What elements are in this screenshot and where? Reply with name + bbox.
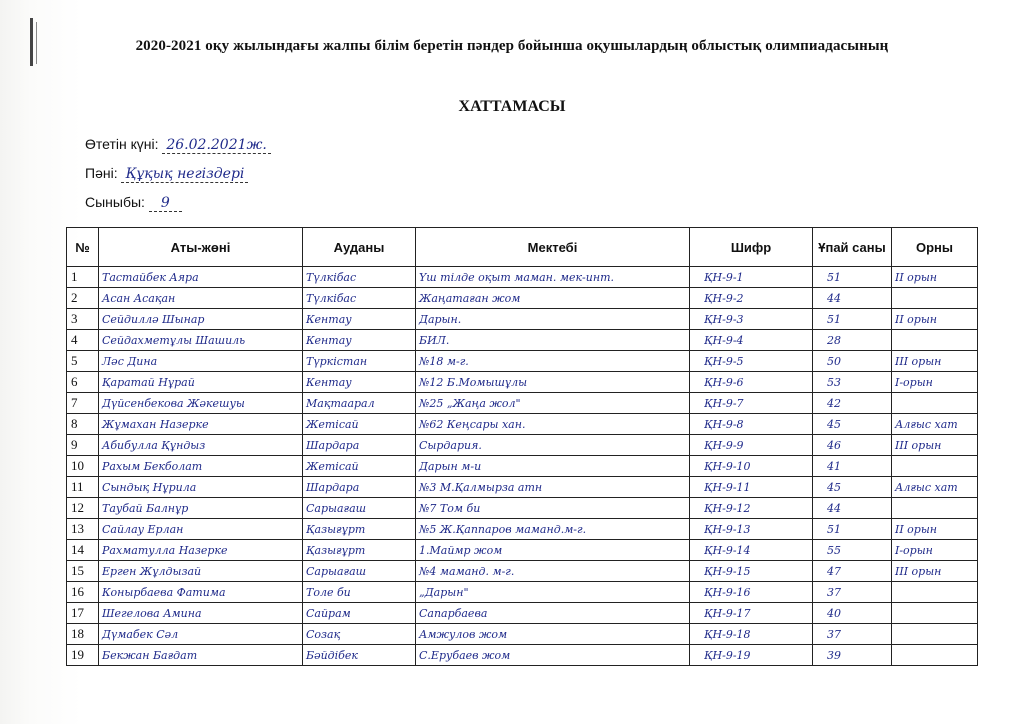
place-cell: [892, 603, 978, 624]
table-row: [67, 267, 978, 288]
subject-line: [85, 165, 248, 182]
district-cell: Қазығұрт: [303, 519, 416, 540]
grade-line: [85, 194, 182, 211]
header-name: Аты-жөні: [99, 228, 303, 267]
code-cell: ҚН-9-4: [690, 330, 813, 351]
district-cell: Түркістан: [303, 351, 416, 372]
school-cell: №7 Том би: [416, 498, 690, 519]
code-cell: ҚН-9-6: [690, 372, 813, 393]
date-line: [85, 136, 271, 153]
code-cell: ҚН-9-13: [690, 519, 813, 540]
table-row: [67, 561, 978, 582]
grade-value: 9: [149, 195, 182, 212]
score-cell: 28: [813, 330, 892, 351]
score-cell: 44: [813, 288, 892, 309]
student-name-cell: Дүйсенбекова Жәкешуы: [99, 393, 303, 414]
row-number-cell: 4: [67, 330, 99, 351]
code-cell: ҚН-9-2: [690, 288, 813, 309]
school-cell: 1.Маймр жом: [416, 540, 690, 561]
code-cell: ҚН-9-15: [690, 561, 813, 582]
row-number-cell: 5: [67, 351, 99, 372]
district-cell: Шардара: [303, 477, 416, 498]
table-row: [67, 498, 978, 519]
code-cell: ҚН-9-19: [690, 645, 813, 666]
date-label: Өтетін күні:: [85, 136, 159, 152]
row-number-cell: 19: [67, 645, 99, 666]
district-cell: Созақ: [303, 624, 416, 645]
place-cell: [892, 456, 978, 477]
district-cell: Кентау: [303, 330, 416, 351]
student-name-cell: Рахматулла Назерке: [99, 540, 303, 561]
place-cell: [892, 582, 978, 603]
district-cell: Сарыағаш: [303, 561, 416, 582]
school-cell: С.Ерубаев жом: [416, 645, 690, 666]
place-cell: [892, 288, 978, 309]
code-cell: ҚН-9-7: [690, 393, 813, 414]
table-row: [67, 288, 978, 309]
student-name-cell: Ләс Дина: [99, 351, 303, 372]
place-cell: II орын: [892, 267, 978, 288]
code-cell: ҚН-9-5: [690, 351, 813, 372]
table-row: [67, 330, 978, 351]
row-number-cell: 1: [67, 267, 99, 288]
header-number: №: [67, 228, 99, 267]
table-row: [67, 309, 978, 330]
row-number-cell: 17: [67, 603, 99, 624]
table-row: [67, 540, 978, 561]
row-number-cell: 18: [67, 624, 99, 645]
school-cell: Жаңатаған жом: [416, 288, 690, 309]
district-cell: Толе би: [303, 582, 416, 603]
row-number-cell: 13: [67, 519, 99, 540]
document-title: 2020-2021 оқу жылындағы жалпы білім беретін пәндер бойынша оқушылардың облыстық олимпиадасының: [135, 38, 889, 54]
row-number-cell: 11: [67, 477, 99, 498]
student-name-cell: Сейдиллә Шынар: [99, 309, 303, 330]
student-name-cell: Рахым Бекболат: [99, 456, 303, 477]
student-name-cell: Ерген Жұлдызай: [99, 561, 303, 582]
score-cell: 51: [813, 267, 892, 288]
school-cell: Үш тілде оқыт маман. мек-инт.: [416, 267, 690, 288]
score-cell: 41: [813, 456, 892, 477]
document-subtitle: ХАТТАМАСЫ: [458, 98, 566, 115]
table-row: [67, 477, 978, 498]
school-cell: №62 Кеңсары хан.: [416, 414, 690, 435]
header-place: Орны: [892, 228, 978, 267]
date-value: 26.02.2021ж.: [162, 137, 271, 154]
district-cell: Шардара: [303, 435, 416, 456]
student-name-cell: Сейдахметұлы Шашиль: [99, 330, 303, 351]
student-name-cell: Таубай Балнұр: [99, 498, 303, 519]
place-cell: Алғыс хат: [892, 414, 978, 435]
score-cell: 53: [813, 372, 892, 393]
place-cell: [892, 393, 978, 414]
code-cell: ҚН-9-8: [690, 414, 813, 435]
code-cell: ҚН-9-18: [690, 624, 813, 645]
header-code: Шифр: [690, 228, 813, 267]
row-number-cell: 8: [67, 414, 99, 435]
district-cell: Сарыағаш: [303, 498, 416, 519]
place-cell: [892, 498, 978, 519]
place-cell: I-орын: [892, 372, 978, 393]
row-number-cell: 6: [67, 372, 99, 393]
school-cell: №12 Б.Момышұлы: [416, 372, 690, 393]
district-cell: Бәйдібек: [303, 645, 416, 666]
table-row: [67, 414, 978, 435]
student-name-cell: Асан Асақан: [99, 288, 303, 309]
district-cell: Кентау: [303, 372, 416, 393]
student-name-cell: Тастайбек Аяра: [99, 267, 303, 288]
school-cell: №25 „Жаңа жол": [416, 393, 690, 414]
score-cell: 51: [813, 519, 892, 540]
school-cell: БИЛ.: [416, 330, 690, 351]
place-cell: II орын: [892, 519, 978, 540]
results-table: [66, 227, 978, 666]
score-cell: 44: [813, 498, 892, 519]
school-cell: №5 Ж.Қаппаров маманд.м-г.: [416, 519, 690, 540]
header-school: Мектебі: [416, 228, 690, 267]
row-number-cell: 7: [67, 393, 99, 414]
district-cell: Жетісай: [303, 456, 416, 477]
subject-label: Пәні:: [85, 165, 118, 181]
student-name-cell: Жұмахан Назерке: [99, 414, 303, 435]
row-number-cell: 14: [67, 540, 99, 561]
place-cell: [892, 624, 978, 645]
student-name-cell: Абибулла Құндыз: [99, 435, 303, 456]
code-cell: ҚН-9-14: [690, 540, 813, 561]
header-score: Ұпай саны: [813, 228, 892, 267]
school-cell: „Дарын": [416, 582, 690, 603]
table-row: [67, 351, 978, 372]
place-cell: III орын: [892, 351, 978, 372]
code-cell: ҚН-9-10: [690, 456, 813, 477]
score-cell: 45: [813, 477, 892, 498]
district-cell: Жетісай: [303, 414, 416, 435]
district-cell: Түлкібас: [303, 267, 416, 288]
code-cell: ҚН-9-9: [690, 435, 813, 456]
table-row: [67, 393, 978, 414]
school-cell: Сырдария.: [416, 435, 690, 456]
student-name-cell: Сайлау Ерлан: [99, 519, 303, 540]
grade-label: Сыныбы:: [85, 194, 145, 210]
row-number-cell: 12: [67, 498, 99, 519]
row-number-cell: 16: [67, 582, 99, 603]
place-cell: I-орын: [892, 540, 978, 561]
score-cell: 55: [813, 540, 892, 561]
district-cell: Кентау: [303, 309, 416, 330]
school-cell: Дарын.: [416, 309, 690, 330]
subject-value: Құқық негіздері: [121, 166, 248, 183]
code-cell: ҚН-9-17: [690, 603, 813, 624]
district-cell: Қазығұрт: [303, 540, 416, 561]
place-cell: II орын: [892, 309, 978, 330]
school-cell: Дарын м-и: [416, 456, 690, 477]
table-row: [67, 582, 978, 603]
student-name-cell: Сындық Нұрила: [99, 477, 303, 498]
code-cell: ҚН-9-11: [690, 477, 813, 498]
code-cell: ҚН-9-12: [690, 498, 813, 519]
row-number-cell: 3: [67, 309, 99, 330]
score-cell: 39: [813, 645, 892, 666]
student-name-cell: Конырбаева Фатима: [99, 582, 303, 603]
district-cell: Мақтаарал: [303, 393, 416, 414]
school-cell: №3 М.Қалмырза атн: [416, 477, 690, 498]
district-cell: Түлкібас: [303, 288, 416, 309]
school-cell: Сапарбаева: [416, 603, 690, 624]
student-name-cell: Бекжан Бағдат: [99, 645, 303, 666]
school-cell: Амжулов жом: [416, 624, 690, 645]
district-cell: Сайрам: [303, 603, 416, 624]
table-row: [67, 603, 978, 624]
school-cell: №18 м-г.: [416, 351, 690, 372]
school-cell: №4 маманд. м-г.: [416, 561, 690, 582]
code-cell: ҚН-9-3: [690, 309, 813, 330]
row-number-cell: 10: [67, 456, 99, 477]
student-name-cell: Дүмабек Сәл: [99, 624, 303, 645]
student-name-cell: Қаратай Нұрай: [99, 372, 303, 393]
table-header-row: [67, 228, 978, 267]
score-cell: 47: [813, 561, 892, 582]
place-cell: III орын: [892, 435, 978, 456]
table-row: [67, 519, 978, 540]
place-cell: [892, 645, 978, 666]
row-number-cell: 15: [67, 561, 99, 582]
score-cell: 37: [813, 624, 892, 645]
score-cell: 40: [813, 603, 892, 624]
score-cell: 50: [813, 351, 892, 372]
student-name-cell: Шегелова Амина: [99, 603, 303, 624]
row-number-cell: 9: [67, 435, 99, 456]
score-cell: 46: [813, 435, 892, 456]
score-cell: 37: [813, 582, 892, 603]
place-cell: III орын: [892, 561, 978, 582]
place-cell: Алғыс хат: [892, 477, 978, 498]
place-cell: [892, 330, 978, 351]
table-row: [67, 372, 978, 393]
header-district: Ауданы: [303, 228, 416, 267]
score-cell: 45: [813, 414, 892, 435]
table-row: [67, 456, 978, 477]
code-cell: ҚН-9-1: [690, 267, 813, 288]
table-row: [67, 435, 978, 456]
score-cell: 51: [813, 309, 892, 330]
table-row: [67, 624, 978, 645]
code-cell: ҚН-9-16: [690, 582, 813, 603]
score-cell: 42: [813, 393, 892, 414]
row-number-cell: 2: [67, 288, 99, 309]
table-row: [67, 645, 978, 666]
